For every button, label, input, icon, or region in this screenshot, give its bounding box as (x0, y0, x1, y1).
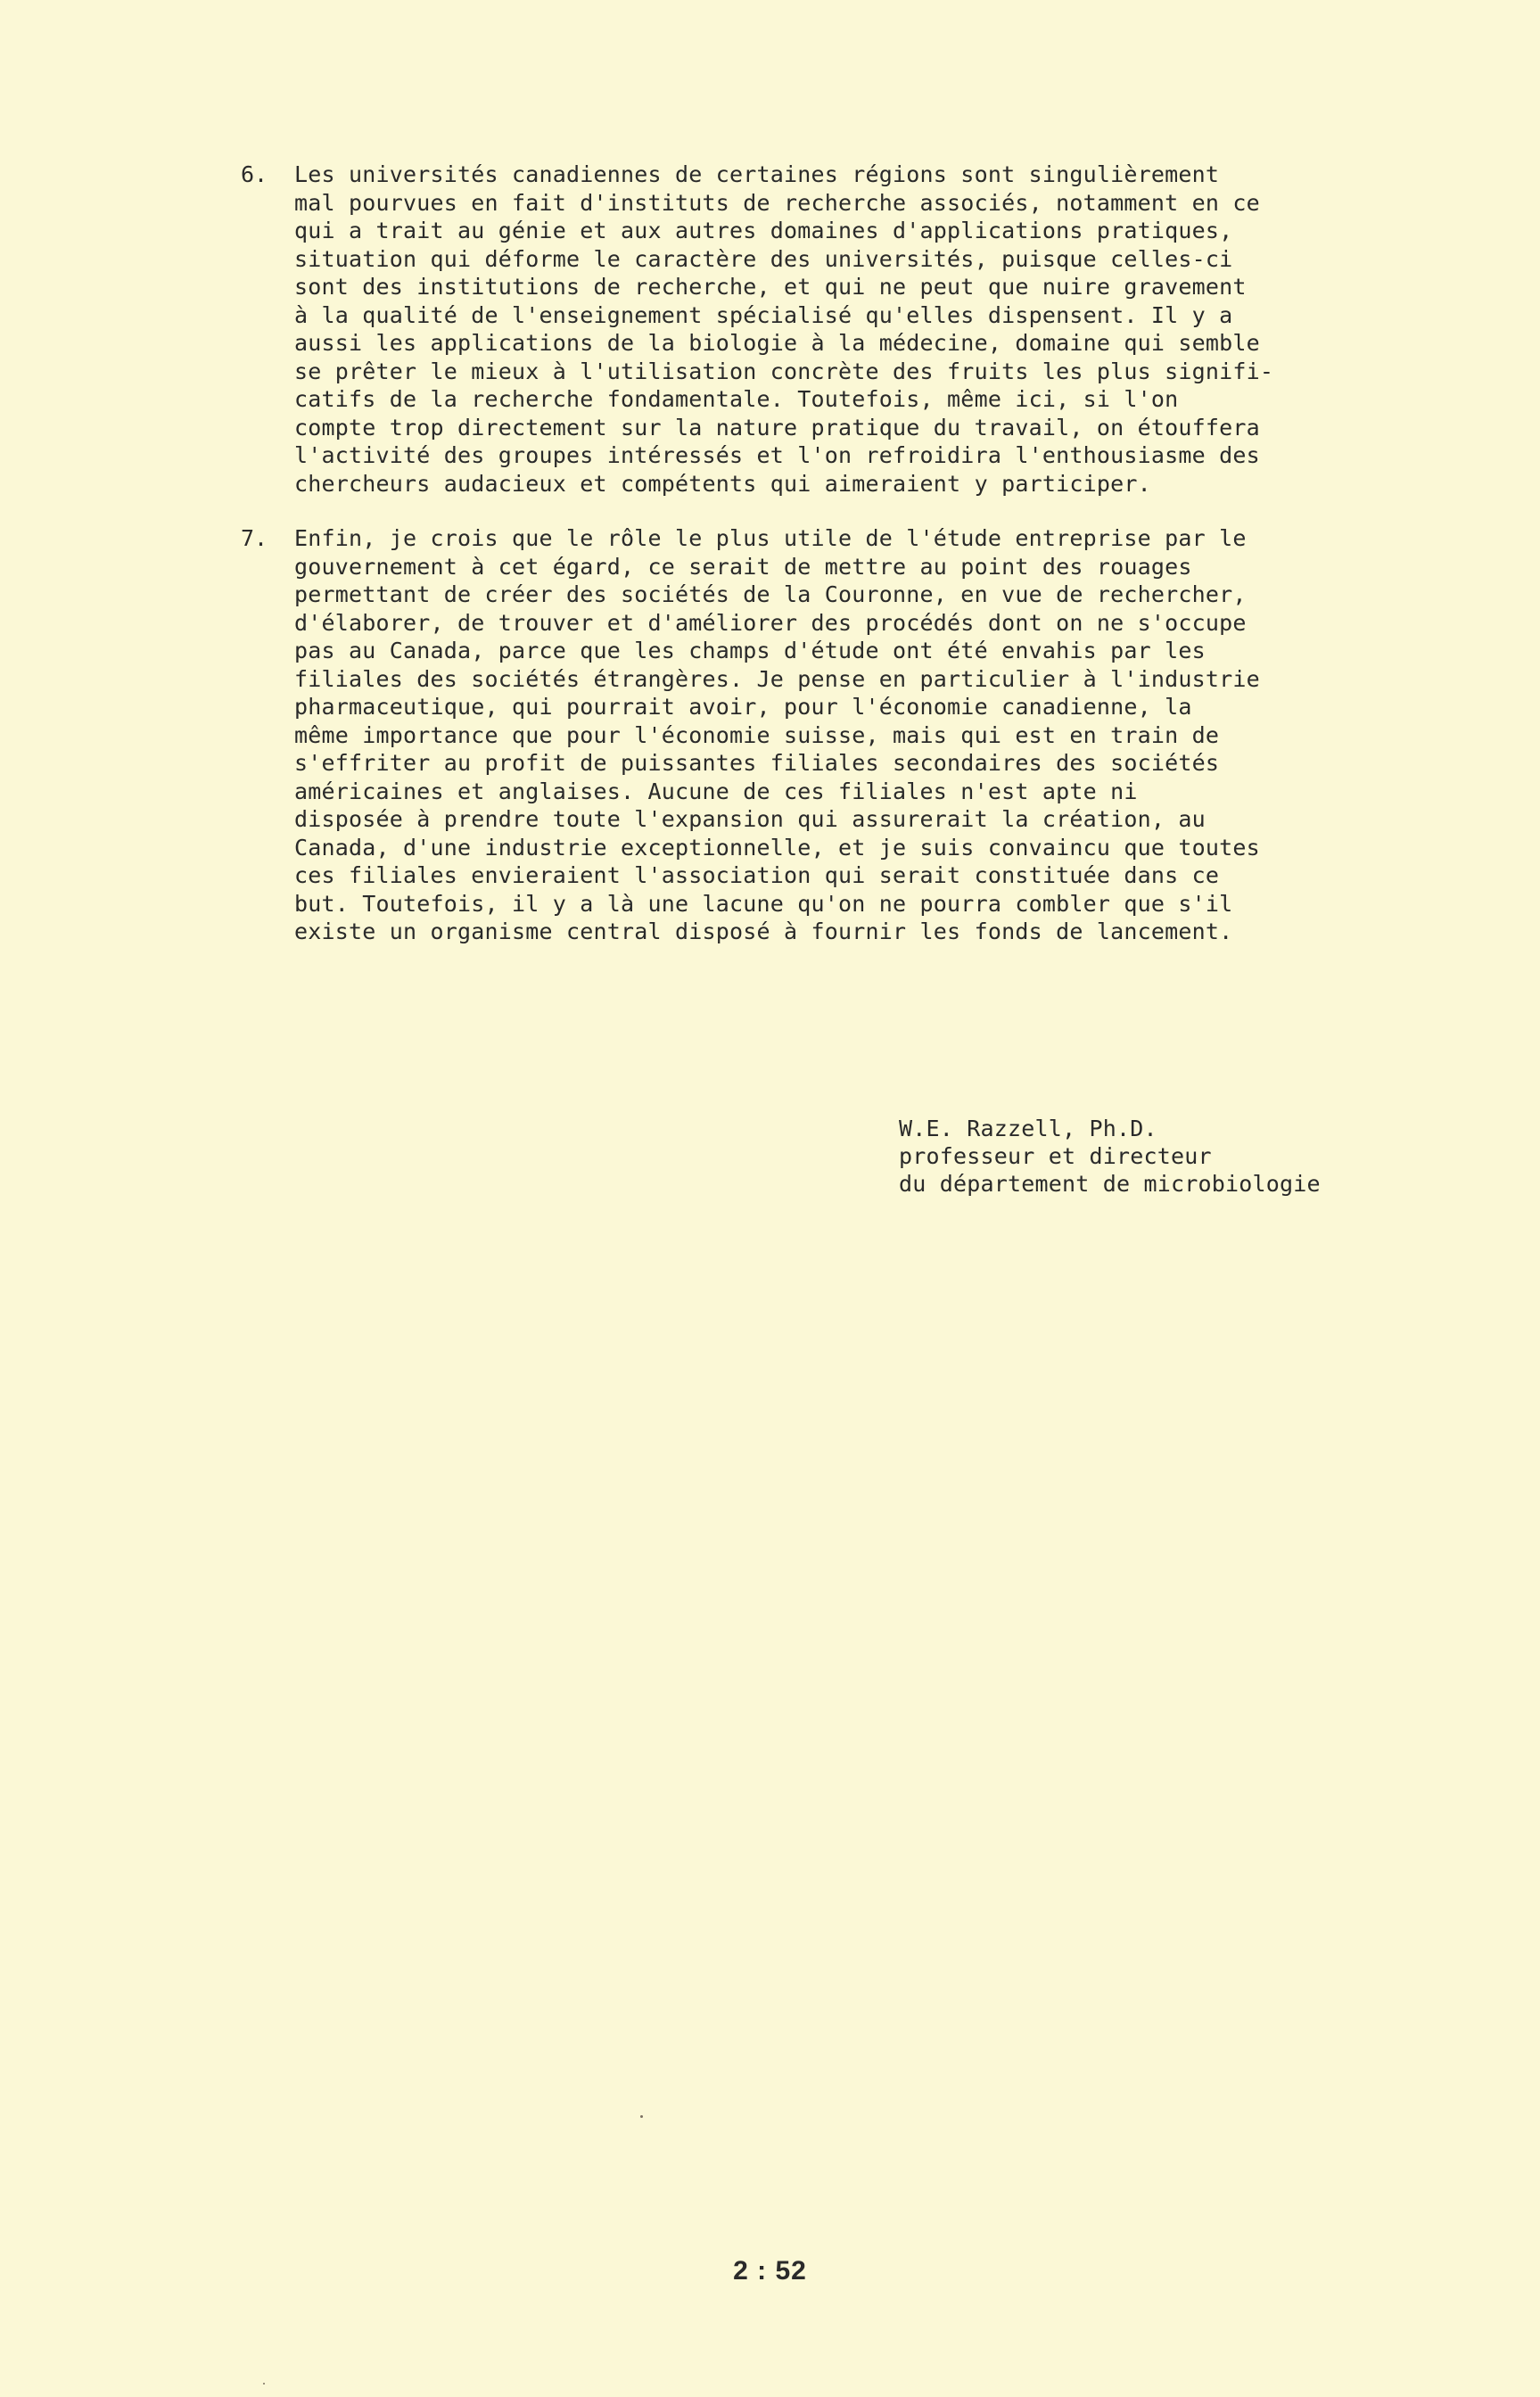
text-line: catifs de la recherche fondamentale. Toutefois, même ici, si l'on (294, 386, 1179, 412)
text-line: américaines et anglaises. Aucune de ces filiales n'est apte ni (294, 778, 1138, 804)
text-line: but. Toutefois, il y a là une lacune qu'on ne pourra combler que s'il (294, 890, 1233, 917)
text-line: chercheurs audacieux et compétents qui aimeraient y participer. (294, 470, 1151, 497)
text-line: l'activité des groupes intéressés et l'on refroidira l'enthousiasme des (294, 442, 1260, 468)
text-line: qui a trait au génie et aux autres domaines d'applications pratiques, (294, 218, 1233, 243)
paragraph-number: 7. (241, 525, 268, 551)
paragraph-6 (241, 161, 1364, 498)
text-line: pas au Canada, parce que les champs d'étude ont été envahis par les (294, 638, 1206, 663)
text-line: compte trop directement sur la nature pratique du travail, on étouffera (294, 414, 1260, 441)
text-line: s'effriter au profit de puissantes filiales secondaires des sociétés (294, 750, 1220, 776)
text-line: disposée à prendre toute l'expansion qui assurerait la création, au (294, 806, 1206, 832)
text-line: Canada, d'une industrie exceptionnelle, et je suis convaincu que toutes (294, 834, 1260, 861)
text-line: mal pourvues en fait d'instituts de recherche associés, notamment en ce (294, 189, 1260, 216)
text-line: situation qui déforme le caractère des universités, puisque celles-ci (294, 245, 1233, 272)
text-line: Enfin, je crois que le rôle le plus utile de l'étude entreprise par le (294, 525, 1247, 551)
text-line: permettant de créer des sociétés de la Couronne, en vue de rechercher, (294, 581, 1247, 607)
paragraph-7 (241, 524, 1364, 946)
page-number: 2 : 52 (733, 2256, 807, 2286)
text-line: Les universités canadiennes de certaines régions sont singulièrement (294, 161, 1220, 187)
text-line: d'élaborer, de trouver et d'améliorer des procédés dont on ne s'occupe (294, 609, 1247, 636)
text-line: filiales des sociétés étrangères. Je pense en particulier à l'industrie (294, 665, 1260, 692)
paper-speck (263, 2383, 265, 2385)
signature-title: professeur et directeur (899, 1143, 1212, 1169)
text-line: à la qualité de l'enseignement spécialisé qu'elles dispensent. Il y a (294, 301, 1233, 328)
text-line: existe un organisme central disposé à fournir les fonds de lancement. (294, 918, 1233, 944)
text-line: ces filiales envieraient l'association qui serait constituée dans ce (294, 862, 1220, 888)
text-line: gouvernement à cet égard, ce serait de mettre au point des rouages (294, 553, 1192, 580)
text-line: même importance que pour l'économie suisse, mais qui est en train de (294, 721, 1220, 748)
signature-block (899, 1115, 1321, 1198)
text-line: aussi les applications de la biologie à la médecine, domaine qui semble (294, 330, 1260, 356)
text-line: sont des institutions de recherche, et qui ne peut que nuire gravement (294, 274, 1247, 300)
paragraph-number: 6. (241, 161, 268, 187)
signature-name: W.E. Razzell, Ph.D. (899, 1116, 1157, 1141)
signature-department: du département de microbiologie (899, 1171, 1321, 1197)
text-line: pharmaceutique, qui pourrait avoir, pour l'économie canadienne, la (294, 694, 1192, 720)
paper-speck (640, 2115, 643, 2118)
text-line: se prêter le mieux à l'utilisation concrète des fruits les plus signifi- (294, 358, 1274, 384)
